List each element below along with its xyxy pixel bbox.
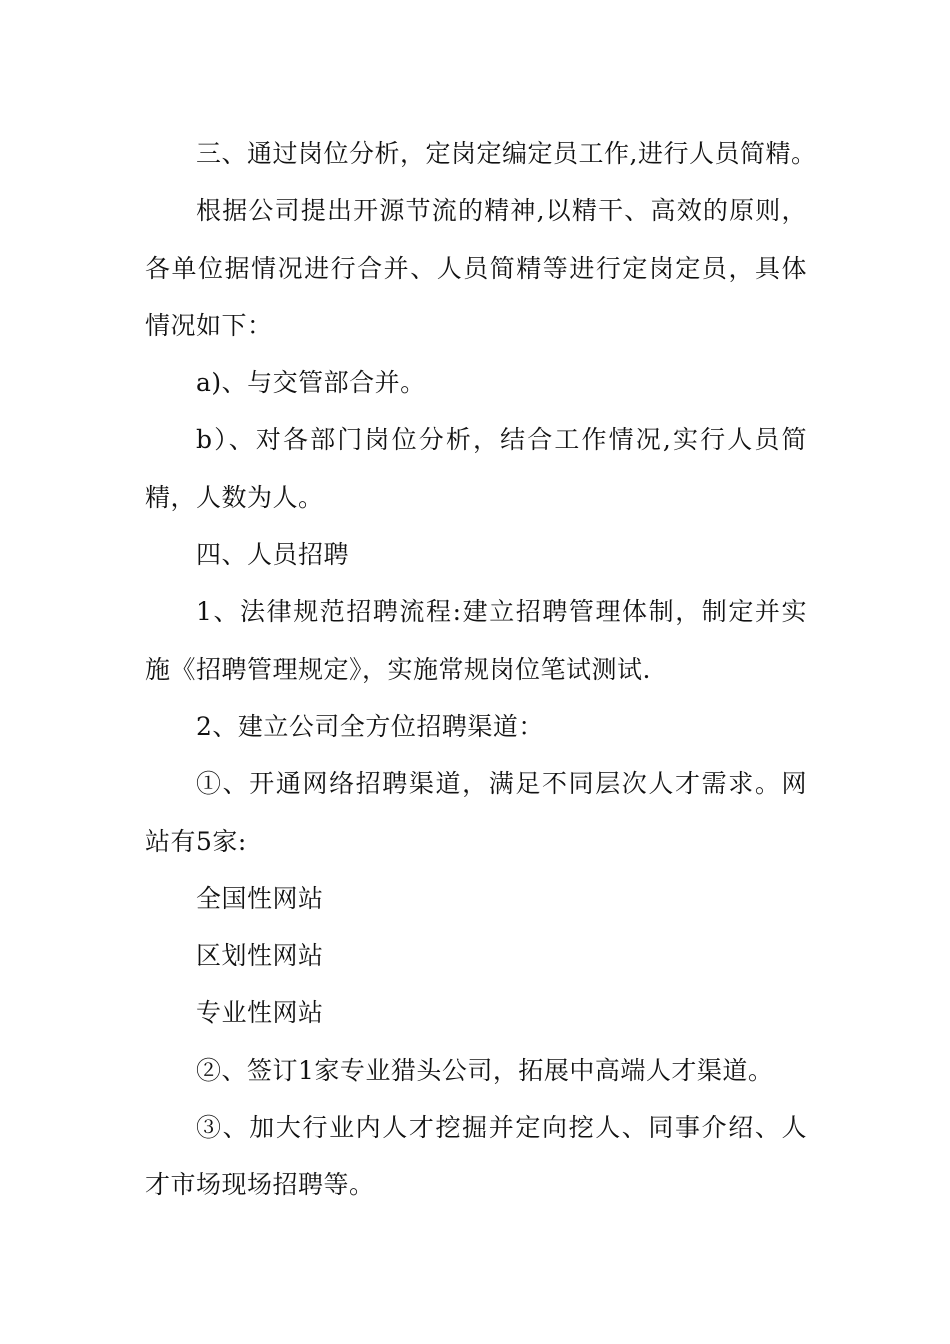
sub-item-1: ①、开通网络招聘渠道，满足不同层次人才需求。网 [196,769,807,799]
paragraph-line: 才市场现场招聘等。 [145,1170,375,1200]
paragraph-line: 站有5家: [145,826,247,856]
website-type-regional: 区划性网站 [196,941,324,971]
list-item-1: 1、法律规范招聘流程:建立招聘管理体制，制定并实 [196,597,807,627]
section-heading-four: 四、人员招聘 [196,540,350,570]
paragraph-line: 情况如下： [145,310,273,340]
website-type-professional: 专业性网站 [196,998,324,1028]
paragraph-line: 根据公司提出开源节流的精神,以精干、高效的原则， [196,196,807,226]
website-type-national: 全国性网站 [196,883,324,913]
sub-item-3: ③、加大行业内人才挖掘并定向挖人、同事介绍、人 [196,1113,807,1143]
list-item-a: a)、与交管部合并。 [196,368,426,398]
document-body [145,125,817,1214]
list-item-b: b）、对各部门岗位分析，结合工作情况,实行人员简 [196,425,807,455]
paragraph-line: 施《招聘管理规定》，实施常规岗位笔试测试. [145,654,651,684]
paragraph-line: 精，人数为人。 [145,482,324,512]
sub-item-2: ②、签订1家专业猎头公司，拓展中高端人才渠道。 [196,1055,774,1085]
list-item-2: 2、建立公司全方位招聘渠道： [196,711,544,741]
section-heading-three: 三、通过岗位分析，定岗定编定员工作,进行人员简精。 [196,139,817,168]
paragraph-line: 各单位据情况进行合并、人员简精等进行定岗定员，具体 [145,253,807,283]
